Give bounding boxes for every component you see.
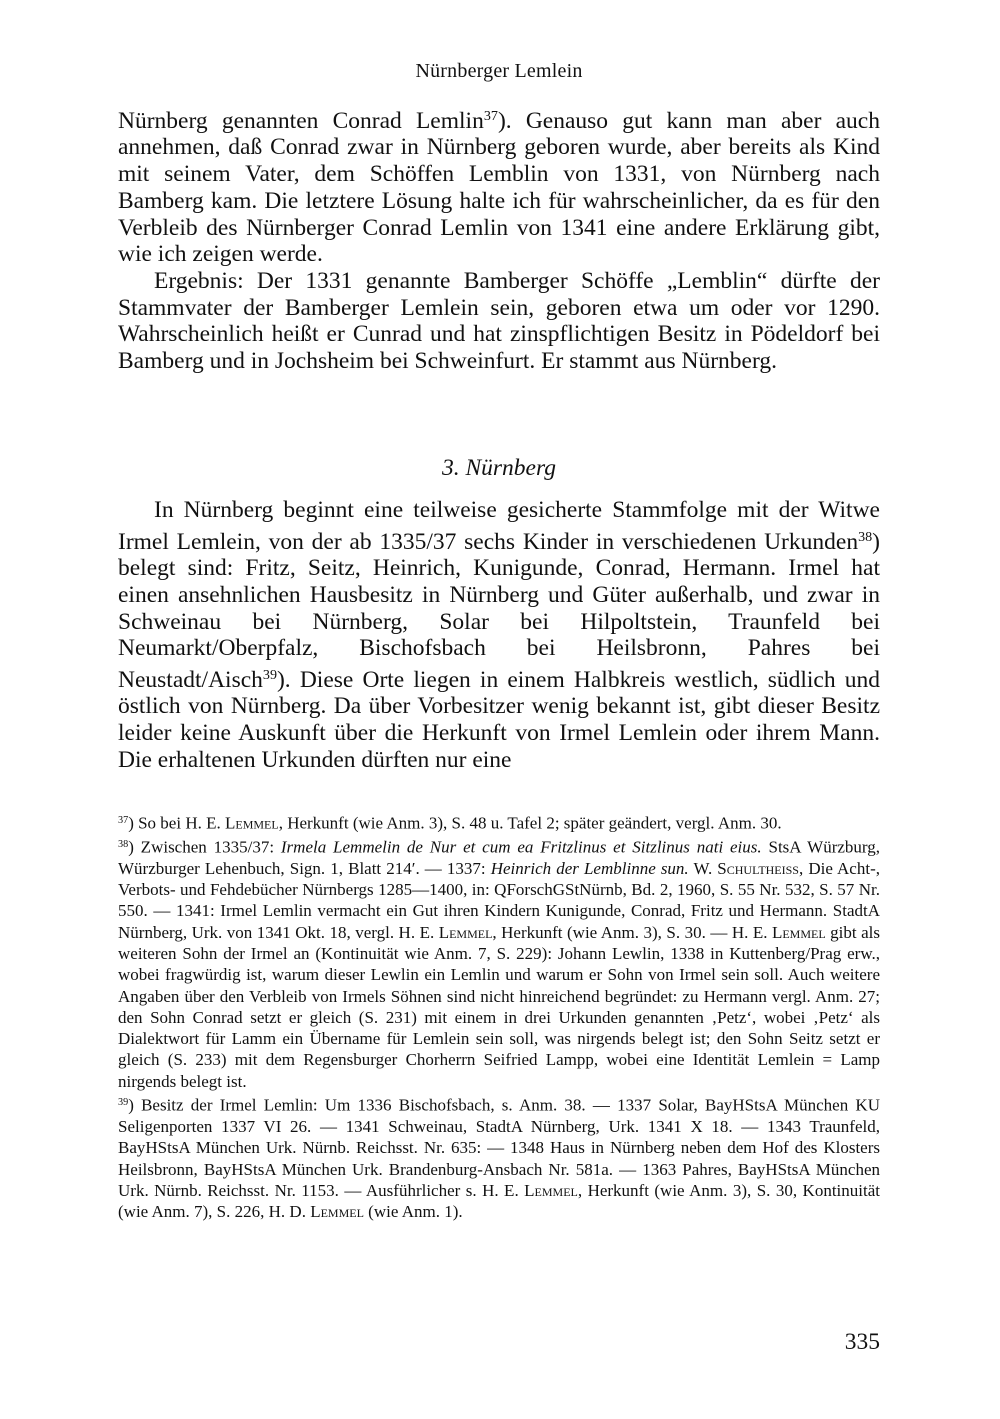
book-page bbox=[118, 0, 880, 1419]
footnote-38: $^{38}$) Zwischen 1335/37: Irmela Lemmelin de Nur et cum ea Fritzlinus et Sitzlinus nati eius. StsA Würzburg, Würzburger Lehenbuch, Sign. 1, Blatt 214ʹ. — 1337: Heinrich der Lemblinne sun. W. Schultheiss, Die Acht-, Verbots- und Fehdebücher Nürnbergs 1285—1400, in: QForschGStNürnb, Bd. 2, 1960, S. 55 Nr. 532, S. 57 Nr. 550. — 1341: Irmel Lemlin vermacht ein Gut ihren Kindern Kunigunde, Conrad, Fritz und Hermann. StadtA Nürnberg, Urk. von 1341 Okt. 18, vergl. H. E. Lemmel, Herkunft (wie Anm. 3), S. 30. — H. E. Lemmel gibt als weiteren Sohn der Irmel an (Kontinuität wie Anm. 7, S. 229): Johann Lewlin, 1338 in Kuttenberg/Prag erw., wobei fragwürdig ist, warum dieser Lewlin ein Lemlin und warum er Sohn von Irmel sein soll. Auch weitere Angaben über den Verbleib von Irmels Söhnen sind nicht hinreichend begründet: zu Hermann vergl. Anm. 27; den Sohn Conrad setzt er gleich (S. 231) mit einem in drei Urkunden genannten ‚Petz‘, wobei ‚Petz‘ als Dialektwort für Lamm ein Übername für Lemlein sein soll, was nirgends belegt ist; den Sohn Seitz setzt er gleich (S. 233) mit dem Regensburger Chorherrn Seifried Lampp, wobei eine Identität Lemlein = Lamp nirgends belegt ist. bbox=[118, 837, 881, 1091]
footnote-ref-37[interactable]: 37 bbox=[483, 108, 498, 124]
footnote-ref-39[interactable]: 39 bbox=[262, 666, 277, 683]
main-text-top bbox=[118, 103, 880, 375]
paragraph-continuation: Nürnberg genannten Conrad Lemlin$^{37}$). Genauso gut kann man aber auch annehmen, daß Conrad zwar in Nürnberg geboren wurde, aber bereits als Kind mit seinem Vater, dem Schöffen Lemblin von 1331, von Nürnberg nach Bamberg kam. Die letztere Lösung halte ich für wahrscheinlicher, da es für den Verbleib des Nürnberger Conrad Lemlin von 1341 eine andere Erklärung gibt, wie ich zeigen werde. bbox=[118, 107, 880, 268]
running-head: Nürnberger Lemlein bbox=[415, 60, 583, 82]
footnote-39: $^{39}$) Besitz der Irmel Lemlin: Um 1336 Bischofsbach, s. Anm. 38. — 1337 Solar, BayHStsA München KU Seligenporten 1337 VI 26. — 1341 Schweinau, StadtA Nürnberg, Urk. 1341 X 18. — 1343 Traunfeld, BayHStsA München Urk. Nürnb. Reichsst. Nr. 635: — 1348 Haus in Nürnberg neben dem Hof des Klosters Heilsbronn, BayHStsA München Urk. Brandenburg-Ansbach Nr. 581a. — 1363 Pahres, BayHStsA München Urk. Nürnb. Reichsst. Nr. 1153. — Ausführlicher s. H. E. Lemmel, Herkunft (wie Anm. 3), S. 30, Kontinuität (wie Anm. 7), S. 226, H. D. Lemmel (wie Anm. 1). bbox=[118, 1095, 880, 1222]
section-heading: 3. Nürnberg bbox=[441, 455, 557, 481]
footnote-number: 39 bbox=[118, 1097, 129, 1109]
footnote-number: 37 bbox=[118, 815, 129, 826]
footnote-number: 38 bbox=[118, 838, 129, 850]
main-text-section bbox=[118, 497, 880, 774]
footnote-37: $^{37}$) So bei H. E. Lemmel, Herkunft (wie Anm. 3), S. 48 u. Tafel 2; später geändert, vergl. Anm. 30. bbox=[118, 813, 782, 833]
paragraph-ergebnis: Ergebnis: Der 1331 genannte Bamberger Schöffe „Lemblin“ dürfte der Stammvater der Bamberger Lemlein sein, geboren etwa um oder vor 1290. Wahrscheinlich heißt er Cunrad und hat zinspflichtigen Besitz in Pödeldorf bei Bamberg und in Jochsheim bei Schweinfurt. Er stammt aus Nürnberg. bbox=[118, 267, 880, 375]
footnotes bbox=[118, 810, 880, 1222]
footnote-ref-38[interactable]: 38 bbox=[858, 528, 873, 545]
paragraph-nuernberg: In Nürnberg beginnt eine teilweise gesicherte Stammfolge mit der Witwe Irmel Lemlein, von der ab 1335/37 sechs Kinder in verschiedenen Urkunden$^{38}$) belegt sind: Fritz, Seitz, Heinrich, Kunigunde, Conrad, Hermann. Irmel hat einen ansehnlichen Hausbesitz in Nürnberg und Güter außerhalb, und zwar in Schweinau bei Nürnberg, Solar bei Hilpoltstein, Traunfeld bei Neumarkt/Oberpfalz, Bischofsbach bei Heilsbronn, Pahres bei Neustadt/Aisch$^{39}$). Diese Orte liegen in einem Halbkreis westlich, südlich und östlich von Nürnberg. Da über Vorbesitzer wenig bekannt ist, gibt dieser Besitz leider keine Auskunft über die Herkunft von Irmel Lemlein oder ihrem Mann. Die erhaltenen Urkunden dürften nur eine bbox=[118, 497, 880, 773]
page-number: 335 bbox=[844, 1329, 880, 1355]
